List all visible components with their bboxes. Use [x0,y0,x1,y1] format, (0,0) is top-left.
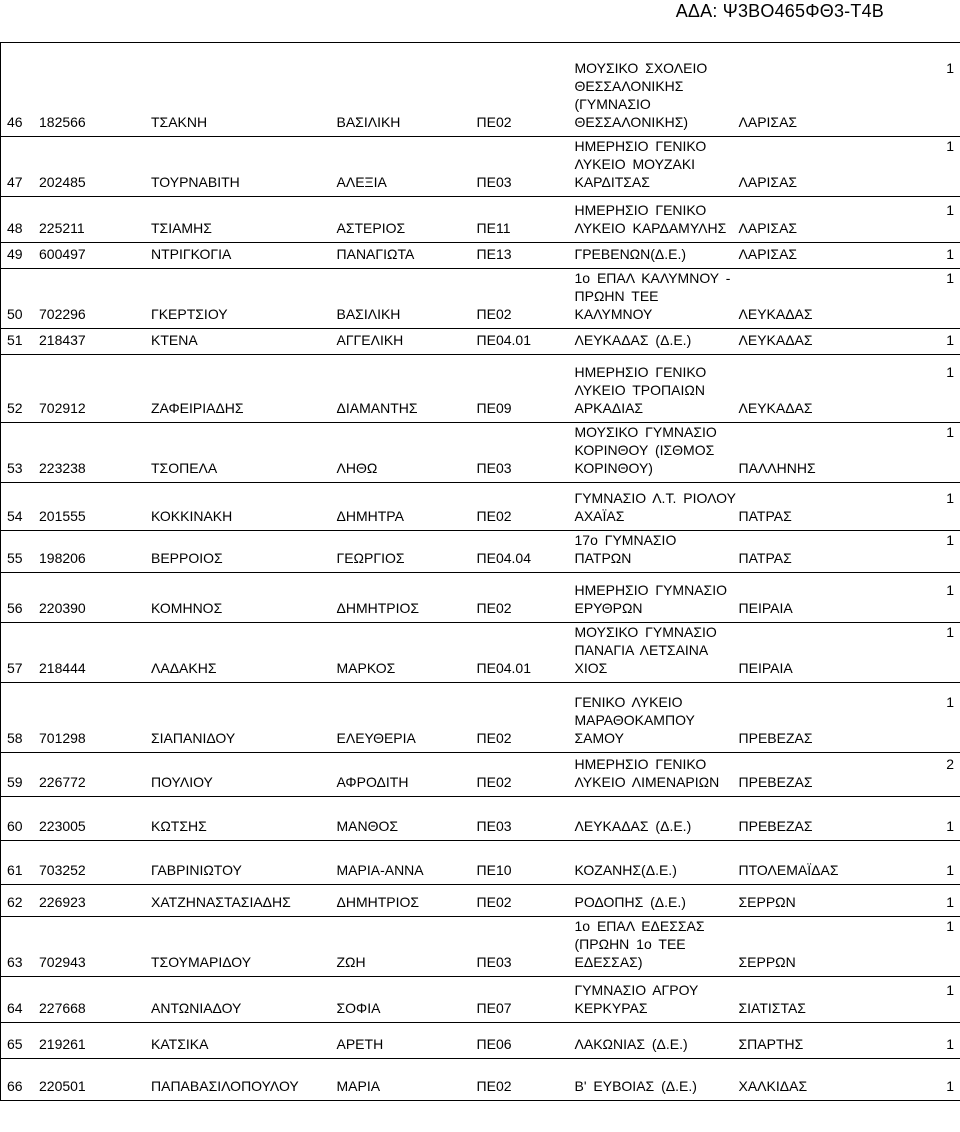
first-name: ΔΙΑΜΑΝΤΗΣ [336,400,418,416]
cell-specialty [471,43,569,137]
specialty: ΠΕ02 [476,894,512,910]
cell-placement [569,43,960,137]
count: 1 [946,694,954,710]
count: 1 [946,364,954,380]
row-number: 56 [7,600,23,616]
region: ΛΑΡΙΣΑΣ [738,174,798,190]
cell-first-name [331,483,471,531]
row-number: 65 [7,1036,23,1052]
cell-specialty [471,269,569,329]
count: 1 [946,582,954,598]
cell-first-name [331,329,471,355]
specialty: ΠΕ07 [476,1000,512,1016]
cell-first-name [331,355,471,423]
region: ΠΡΕΒΕΖΑΣ [738,774,813,790]
school-unit: ΗΜΕΡΗΣΙΟ ΓΕΝΙΚΟ ΛΥΚΕΙΟ ΤΡΟΠΑΙΩΝ ΑΡΚΑΔΙΑΣ [574,364,707,416]
specialty: ΠΕ04.01 [476,332,531,348]
cell-person [1,197,331,243]
first-name: ΜΑΝΘΟΣ [336,818,399,834]
cell-specialty [471,423,569,483]
table-row [1,531,960,573]
surname: ΚΑΤΣΙΚΑ [151,1036,209,1052]
registry-id: 226772 [39,774,86,790]
table-row [1,623,960,683]
cell-person [1,329,331,355]
cell-placement [569,329,960,355]
surname: ΤΣΟΠΕΛΑ [151,460,218,476]
specialty: ΠΕ10 [476,862,512,878]
cell-first-name [331,1023,471,1059]
table-row [1,977,960,1023]
surname: ΒΕΡΡΟΙΟΣ [151,550,223,566]
cell-placement [569,243,960,269]
school-unit: ΜΟΥΣΙΚΟ ΣΧΟΛΕΙΟ ΘΕΣΣΑΛΟΝΙΚΗΣ (ΓΥΜΝΑΣΙΟ ΘΕΣΣΑΛΟΝΙΚΗΣ) [574,60,708,130]
registry-id: 182566 [39,114,86,130]
registry-id: 226923 [39,894,86,910]
registry-id: 202485 [39,174,86,190]
school-unit: ΓΥΜΝΑΣΙΟ ΑΓΡΟΥ ΚΕΡΚΥΡΑΣ [574,982,699,1016]
count: 1 [946,918,954,934]
surname: ΤΣΙΑΜΗΣ [151,220,212,236]
school-unit: ΚΟΖΑΝΗΣ(Δ.Ε.) [574,862,677,878]
surname: ΤΣΑΚΝΗ [151,114,208,130]
cell-first-name [331,885,471,917]
surname: ΓΑΒΡΙΝΙΩΤΟΥ [151,862,242,878]
cell-first-name [331,1059,471,1101]
cell-first-name [331,841,471,885]
cell-first-name [331,573,471,623]
count: 1 [946,202,954,218]
first-name: ΔΗΜΗΤΡΑ [336,508,404,524]
cell-specialty [471,329,569,355]
registry-id: 223005 [39,818,86,834]
school-unit: ΜΟΥΣΙΚΟ ΓΥΜΝΑΣΙΟ ΚΟΡΙΝΘΟΥ (ΙΣΘΜΟΣ ΚΟΡΙΝΘΟΥ) [574,424,717,476]
count: 1 [946,332,954,348]
cell-person [1,483,331,531]
first-name: ΑΦΡΟΔΙΤΗ [336,774,409,790]
school-unit: ΡΟΔΟΠΗΣ (Δ.Ε.) [574,894,686,910]
registry-id: 220390 [39,600,86,616]
specialty: ΠΕ02 [476,1078,512,1094]
cell-person [1,355,331,423]
surname: ΚΤΕΝΑ [151,332,198,348]
cell-first-name [331,797,471,841]
surname: ΤΣΟΥΜΑΡΙΔΟΥ [151,954,252,970]
cell-specialty [471,841,569,885]
cell-person [1,269,331,329]
registry-id: 702943 [39,954,86,970]
cell-placement [569,423,960,483]
row-number: 51 [7,332,23,348]
row-number: 54 [7,508,23,524]
first-name: ΜΑΡΙΑ-ΑΝΝΑ [336,862,424,878]
cell-person [1,243,331,269]
row-number: 55 [7,550,23,566]
school-unit: ΗΜΕΡΗΣΙΟ ΓΕΝΙΚΟ ΛΥΚΕΙΟ ΚΑΡΔΑΜΥΛΗΣ [574,202,727,236]
table-row [1,243,960,269]
cell-person [1,1023,331,1059]
table-row [1,423,960,483]
region: ΛΕΥΚΑΔΑΣ [738,306,813,322]
cell-specialty [471,573,569,623]
registry-id: 703252 [39,862,86,878]
region: ΣΕΡΡΩΝ [738,894,796,910]
cell-specialty [471,1059,569,1101]
registry-id: 201555 [39,508,86,524]
school-unit: 1ο ΕΠΑΛ ΕΔΕΣΣΑΣ (ΠΡΩΗΝ 1ο ΤΕΕ ΕΔΕΣΣΑΣ) [574,918,705,970]
table-row [1,329,960,355]
region: ΛΕΥΚΑΔΑΣ [738,400,813,416]
school-unit: ΓΡΕΒΕΝΩΝ(Δ.Ε.) [574,246,687,262]
specialty: ΠΕ02 [476,730,512,746]
cell-placement [569,197,960,243]
table-row [1,43,960,137]
cell-specialty [471,137,569,197]
specialty: ΠΕ02 [476,114,512,130]
cell-person [1,797,331,841]
first-name: ΑΛΕΞΙΑ [336,174,387,190]
cell-specialty [471,917,569,977]
cell-specialty [471,797,569,841]
cell-person [1,683,331,753]
surname: ΝΤΡΙΓΚΟΓΙΑ [151,246,232,262]
cell-placement [569,841,960,885]
specialty: ΠΕ02 [476,774,512,790]
region: ΠΕΙΡΑΙΑ [738,660,793,676]
row-number: 62 [7,894,23,910]
specialty: ΠΕ06 [476,1036,512,1052]
cell-placement [569,753,960,797]
row-number: 66 [7,1078,23,1094]
cell-placement [569,137,960,197]
school-unit: ΗΜΕΡΗΣΙΟ ΓΕΝΙΚΟ ΛΥΚΕΙΟ ΜΟΥΖΑΚΙ ΚΑΡΔΙΤΣΑΣ [574,138,707,190]
table-row [1,573,960,623]
surname: ΛΑΔΑΚΗΣ [151,660,217,676]
ada-code: ΑΔΑ: Ψ3ΒΟ465ΦΘ3-Τ4Β [675,1,884,21]
cell-person [1,841,331,885]
first-name: ΜΑΡΚΟΣ [336,660,396,676]
first-name: ΠΑΝΑΓΙΩΤΑ [336,246,415,262]
cell-first-name [331,531,471,573]
cell-person [1,43,331,137]
cell-person [1,423,331,483]
row-number: 48 [7,220,23,236]
cell-person [1,753,331,797]
surname: ΓΚΕΡΤΣΙΟΥ [151,306,228,322]
surname: ΣΙΑΠΑΝΙΔΟΥ [151,730,236,746]
cell-placement [569,917,960,977]
region: ΣΠΑΡΤΗΣ [738,1036,804,1052]
count: 1 [946,982,954,998]
region: ΠΑΤΡΑΣ [738,550,792,566]
row-number: 58 [7,730,23,746]
count: 1 [946,532,954,548]
registry-id: 198206 [39,550,86,566]
surname: ΚΟΜΗΝΟΣ [151,600,223,616]
region: ΣΕΡΡΩΝ [738,954,796,970]
specialty: ΠΕ04.04 [476,550,531,566]
first-name: ΑΣΤΕΡΙΟΣ [336,220,406,236]
cell-specialty [471,531,569,573]
school-unit: ΓΕΝΙΚΟ ΛΥΚΕΙΟ ΜΑΡΑΘΟΚΑΜΠΟΥ ΣΑΜΟΥ [574,694,695,746]
surname: ΠΑΠΑΒΑΣΙΛΟΠΟΥΛΟΥ [151,1078,299,1094]
cell-specialty [471,623,569,683]
registry-id: 600497 [39,246,86,262]
cell-placement [569,531,960,573]
cell-first-name [331,243,471,269]
first-name: ΑΓΓΕΛΙΚΗ [336,332,404,348]
table-row [1,197,960,243]
table-row [1,797,960,841]
count: 1 [946,490,954,506]
region: ΠΑΛΛΗΝΗΣ [738,460,816,476]
table-row [1,483,960,531]
count: 1 [946,60,954,76]
row-number: 57 [7,660,23,676]
cell-first-name [331,977,471,1023]
school-unit: 17ο ΓΥΜΝΑΣΙΟ ΠΑΤΡΩΝ [574,532,677,566]
cell-first-name [331,423,471,483]
surname: ΤΟΥΡΝΑΒΙΤΗ [151,174,240,190]
surname: ΠΟΥΛΙΟΥ [151,774,213,790]
row-number: 60 [7,818,23,834]
row-number: 47 [7,174,23,190]
row-number: 49 [7,246,23,262]
count: 1 [946,894,954,910]
registry-id: 220501 [39,1078,86,1094]
first-name: ΕΛΕΥΘΕΡΙΑ [336,730,416,746]
first-name: ΖΩΗ [336,954,366,970]
school-unit: ΛΑΚΩΝΙΑΣ (Δ.Ε.) [574,1036,688,1052]
region: ΣΙΑΤΙΣΤΑΣ [738,1000,806,1016]
cell-person [1,137,331,197]
first-name: ΓΕΩΡΓΙΟΣ [336,550,405,566]
first-name: ΒΑΣΙΛΙΚΗ [336,306,401,322]
first-name: ΜΑΡΙΑ [336,1078,381,1094]
row-number: 61 [7,862,23,878]
specialty: ΠΕ03 [476,174,512,190]
specialty: ΠΕ09 [476,400,512,416]
count: 1 [946,424,954,440]
row-number: 59 [7,774,23,790]
cell-first-name [331,137,471,197]
table-row [1,885,960,917]
row-number: 64 [7,1000,23,1016]
school-unit: Β' ΕΥΒΟΙΑΣ (Δ.Ε.) [574,1078,697,1094]
cell-first-name [331,43,471,137]
first-name: ΒΑΣΙΛΙΚΗ [336,114,401,130]
cell-person [1,1059,331,1101]
registry-id: 227668 [39,1000,86,1016]
region: ΠΤΟΛΕΜΑΪΔΑΣ [738,862,839,878]
cell-first-name [331,197,471,243]
registry-id: 702912 [39,400,86,416]
count: 1 [946,818,954,834]
cell-specialty [471,243,569,269]
table-row [1,1059,960,1101]
specialty: ΠΕ02 [476,306,512,322]
cell-first-name [331,269,471,329]
cell-placement [569,573,960,623]
surname: ΧΑΤΖΗΝΑΣΤΑΣΙΑΔΗΣ [151,894,291,910]
region: ΠΕΙΡΑΙΑ [738,600,793,616]
specialty: ΠΕ13 [476,246,512,262]
count: 1 [946,270,954,286]
region: ΛΑΡΙΣΑΣ [738,220,798,236]
cell-placement [569,1059,960,1101]
first-name: ΑΡΕΤΗ [336,1036,384,1052]
row-number: 50 [7,306,23,322]
region: ΛΑΡΙΣΑΣ [738,246,798,262]
first-name: ΣΟΦΙΑ [336,1000,381,1016]
cell-specialty [471,483,569,531]
specialty: ΠΕ04.01 [476,660,531,676]
school-unit: 1ο ΕΠΑΛ ΚΑΛΥΜΝΟΥ - ΠΡΩΗΝ ΤΕΕ ΚΑΛΥΜΝΟΥ [574,270,731,322]
school-unit: ΗΜΕΡΗΣΙΟ ΓΕΝΙΚΟ ΛΥΚΕΙΟ ΛΙΜΕΝΑΡΙΩΝ [574,756,720,790]
specialty: ΠΕ03 [476,954,512,970]
registry-id: 218444 [39,660,86,676]
cell-placement [569,977,960,1023]
cell-first-name [331,683,471,753]
surname: ΚΩΤΣΗΣ [151,818,207,834]
cell-specialty [471,1023,569,1059]
cell-placement [569,797,960,841]
table-row [1,355,960,423]
table-row [1,841,960,885]
cell-specialty [471,355,569,423]
school-unit: ΓΥΜΝΑΣΙΟ Λ.Τ. ΡΙΟΛΟΥ ΑΧΑΪΑΣ [574,490,736,524]
table-row [1,1023,960,1059]
placement-table [0,42,960,1101]
cell-first-name [331,917,471,977]
cell-person [1,917,331,977]
first-name: ΔΗΜΗΤΡΙΟΣ [336,894,420,910]
first-name: ΛΗΘΩ [336,460,378,476]
registry-id: 701298 [39,730,86,746]
cell-person [1,885,331,917]
surname: ΖΑΦΕΙΡΙΑΔΗΣ [151,400,244,416]
school-unit: ΛΕΥΚΑΔΑΣ (Δ.Ε.) [574,332,692,348]
count: 2 [946,756,954,772]
cell-specialty [471,977,569,1023]
cell-placement [569,683,960,753]
count: 1 [946,624,954,640]
region: ΛΕΥΚΑΔΑΣ [738,332,813,348]
region: ΧΑΛΚΙΔΑΣ [738,1078,808,1094]
specialty: ΠΕ11 [476,220,511,236]
registry-id: 219261 [39,1036,86,1052]
count: 1 [946,862,954,878]
cell-placement [569,483,960,531]
region: ΛΑΡΙΣΑΣ [738,114,798,130]
cell-person [1,977,331,1023]
cell-person [1,573,331,623]
school-unit: ΛΕΥΚΑΔΑΣ (Δ.Ε.) [574,818,692,834]
first-name: ΔΗΜΗΤΡΙΟΣ [336,600,420,616]
surname: ΑΝΤΩΝΙΑΔΟΥ [151,1000,242,1016]
region: ΠΡΕΒΕΖΑΣ [738,818,813,834]
cell-person [1,531,331,573]
cell-placement [569,269,960,329]
cell-placement [569,623,960,683]
specialty: ΠΕ02 [476,508,512,524]
registry-id: 702296 [39,306,86,322]
cell-first-name [331,623,471,683]
row-number: 63 [7,954,23,970]
count: 1 [946,138,954,154]
specialty: ΠΕ03 [476,460,512,476]
row-number: 46 [7,114,23,130]
cell-specialty [471,197,569,243]
registry-id: 225211 [39,220,85,236]
count: 1 [946,246,954,262]
registry-id: 223238 [39,460,86,476]
table-row [1,137,960,197]
row-number: 53 [7,460,23,476]
school-unit: ΜΟΥΣΙΚΟ ΓΥΜΝΑΣΙΟ ΠΑΝΑΓΙΑ ΛΕΤΣΑΙΝΑ ΧΙΟΣ [574,624,717,676]
surname: ΚΟΚΚΙΝΑΚΗ [151,508,233,524]
row-number: 52 [7,400,23,416]
cell-first-name [331,753,471,797]
specialty: ΠΕ03 [476,818,512,834]
table-row [1,917,960,977]
school-unit: ΗΜΕΡΗΣΙΟ ΓΥΜΝΑΣΙΟ ΕΡΥΘΡΩΝ [574,582,727,616]
specialty: ΠΕ02 [476,600,512,616]
cell-placement [569,1023,960,1059]
registry-id: 218437 [39,332,86,348]
count: 1 [946,1078,954,1094]
table-row [1,269,960,329]
cell-person [1,623,331,683]
cell-placement [569,355,960,423]
table-row [1,753,960,797]
region: ΠΡΕΒΕΖΑΣ [738,730,813,746]
region: ΠΑΤΡΑΣ [738,508,792,524]
cell-specialty [471,753,569,797]
cell-specialty [471,683,569,753]
cell-placement [569,885,960,917]
count: 1 [946,1036,954,1052]
cell-specialty [471,885,569,917]
table-row [1,683,960,753]
